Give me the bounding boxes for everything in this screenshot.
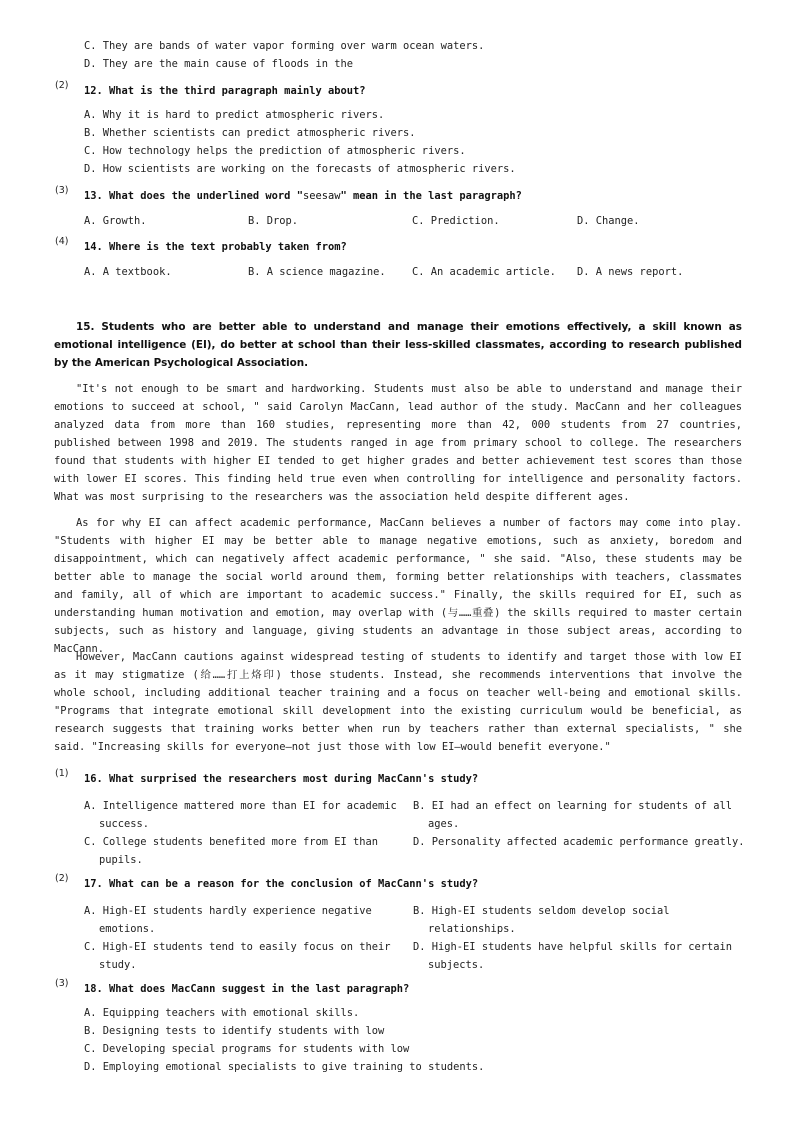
- q16-option-a: A. Intelligence mattered more than EI for academic success.: [84, 800, 397, 830]
- q18-option-a: A. Equipping teachers with emotional skills.: [84, 1007, 360, 1019]
- sub-number: (3): [55, 978, 69, 989]
- question-13: [84, 190, 522, 202]
- passage-paragraph-2: As for why EI can affect academic performance, MacCann believes a number of factors may come into play. "Students with higher EI may be better able to manage negative emotions, such as anxiety, boredom and disappointment, which can negatively affect academic performance, " she said. "Also, these students may be better able to manage the social world around them, forming better relationships with teachers, classmates and family, all of which are important to academic success." Finally, the skills required for EI, such as understanding human motivation and emotion, may overlap with (与……重叠) the skills required to master certain subjects, such as history and language, giving students an advantage in those subject areas, according to MacCann.: [54, 517, 742, 655]
- q14-option-d: D. A news report.: [577, 266, 684, 278]
- sub-number: (1): [55, 768, 69, 779]
- q17-option-a: A. High-EI students hardly experience negative emotions.: [84, 905, 372, 935]
- sub-number: (3): [55, 185, 69, 196]
- question-17: 17. What can be a reason for the conclusion of MacCann's study?: [84, 878, 479, 890]
- passage-paragraph-3: However, MacCann cautions against widespread testing of students to identify and target those with low EI as it may stigmatize (给……打上烙印) those students. Instead, she recommends interventions that involve the whole school, including additional teacher training and a focus on teacher well-being and emotional skills. "Programs that integrate emotional skill development into the existing curriculum would be beneficial, as research suggests that training works better when run by teachers rather than external specialists, " she said. "Increasing skills for everyone—not just those with low EI—would benefit everyone.": [54, 651, 742, 753]
- option-c-prev: C. They are bands of water vapor forming over warm ocean waters.: [84, 40, 485, 52]
- q17-option-b: B. High-EI students seldom develop social relationships.: [413, 905, 670, 935]
- q16-option-c: C. College students benefited more from EI than pupils.: [84, 836, 379, 866]
- q12-option-d: D. How scientists are working on the forecasts of atmospheric rivers.: [84, 163, 516, 175]
- q14-options: [84, 266, 704, 282]
- q17-option-d: D. High-EI students have helpful skills for certain subjects.: [413, 941, 733, 971]
- q13-option-d: D. Change.: [577, 215, 640, 227]
- q13-option-b: B. Drop.: [248, 215, 299, 227]
- passage-15-intro: 15. Students who are better able to understand and manage their emotions effectively, a skill known as emotional intelligence (EI), do better at school than their less-skilled classmates, according to research published by the American Psychological Association.: [54, 321, 742, 369]
- q18-option-c: C. Developing special programs for students with low: [84, 1043, 410, 1055]
- question-14: 14. Where is the text probably taken from?: [84, 241, 347, 253]
- q13-option-a: A. Growth.: [84, 215, 147, 227]
- question-18: 18. What does MacCann suggest in the last paragraph?: [84, 983, 410, 995]
- q12-option-c: C. How technology helps the prediction of atmospheric rivers.: [84, 145, 466, 157]
- sub-number: (2): [55, 873, 69, 884]
- sub-number: (2): [55, 80, 69, 91]
- option-d-prev: D. They are the main cause of floods in the: [84, 58, 353, 70]
- q14-option-b: B. A science magazine.: [248, 266, 386, 278]
- underlined-word: seesaw: [302, 190, 341, 202]
- q12-option-a: A. Why it is hard to predict atmospheric rivers.: [84, 109, 385, 121]
- q18-option-d: D. Employing emotional specialists to give training to students.: [84, 1061, 485, 1073]
- q14-option-c: C. An academic article.: [412, 266, 556, 278]
- q18-option-b: B. Designing tests to identify students with low: [84, 1025, 385, 1037]
- q13-option-c: C. Prediction.: [412, 215, 500, 227]
- passage-paragraph-1: "It's not enough to be smart and hardworking. Students must also be able to understand and manage their emotions to succeed at school, " said Carolyn MacCann, lead author of the study. MacCann and her colleagues analyzed data from more than 160 studies, representing more than 42, 000 students from 27 countries, published between 1998 and 2019. The students ranged in age from primary school to college. The researchers found that students with higher EI tended to get higher grades and better achievement test scores than those with lower EI scores. This finding held true even when controlling for intelligence and personality factors. What was most surprising to the researchers was the association held despite different ages.: [54, 383, 742, 503]
- question-12: 12. What is the third paragraph mainly about?: [84, 85, 366, 97]
- q12-option-b: B. Whether scientists can predict atmospheric rivers.: [84, 127, 416, 139]
- sub-number: (4): [55, 236, 69, 247]
- question-13-text: 13. What does the underlined word ": [84, 190, 303, 202]
- q14-option-a: A. A textbook.: [84, 266, 172, 278]
- question-16: 16. What surprised the researchers most during MacCann's study?: [84, 773, 479, 785]
- question-13-text-end: " mean in the last paragraph?: [340, 190, 522, 202]
- q17-option-c: C. High-EI students tend to easily focus on their study.: [84, 941, 391, 971]
- q16-option-d: D. Personality affected academic performance greatly.: [413, 836, 745, 848]
- q16-option-b: B. EI had an effect on learning for students of all ages.: [413, 800, 733, 830]
- q13-options: [84, 215, 704, 231]
